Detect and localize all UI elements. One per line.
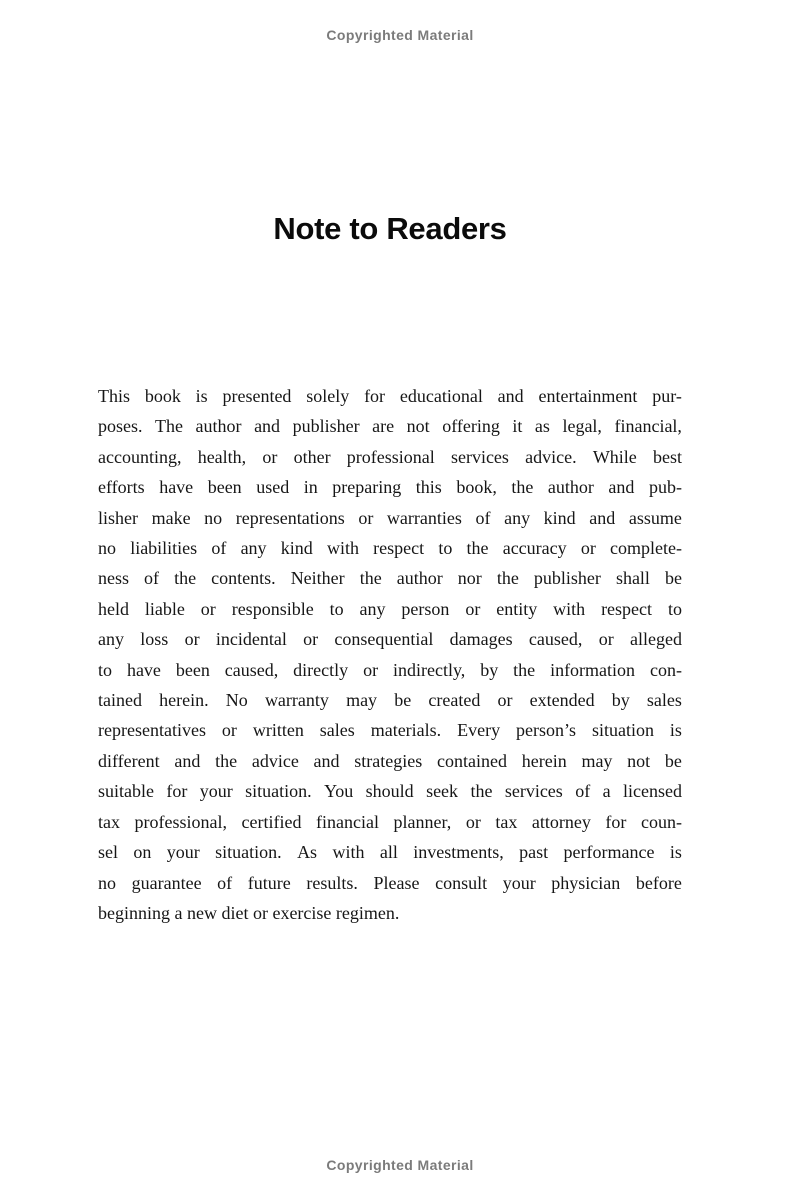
body-line: no liabilities of any kind with respect to the accuracy or complete- [98,538,682,559]
body-line: representatives or written sales materials. Every person’s situation is [98,720,682,741]
body-line: different and the advice and strategies contained herein may not be [98,750,682,771]
body-line: tax professional, certified financial planner, or tax attorney for coun- [98,811,682,832]
body-line: no guarantee of future results. Please consult your physician before [98,872,682,893]
body-line: any loss or incidental or consequential damages caused, or alleged [98,629,682,650]
body-line: accounting, health, or other professional services advice. While best [98,446,682,467]
body-line: held liable or responsible to any person or entity with respect to [98,598,682,619]
body-line: to have been caused, directly or indirectly, by the information con- [98,659,682,680]
body-line: This book is presented solely for educational and entertainment pur- [98,386,682,406]
body-line: beginning a new diet or exercise regimen. [98,902,400,923]
copyright-notice-bottom: Copyrighted Material [326,1157,474,1173]
copyright-notice-top: Copyrighted Material [326,27,474,43]
body-line: ness of the contents. Neither the author nor the publisher shall be [98,568,682,589]
body-line: sel on your situation. As with all investments, past performance is [98,842,682,863]
body-line: suitable for your situation. You should seek the services of a licensed [98,781,682,802]
page-title: Note to Readers [273,211,507,246]
body-line: poses. The author and publisher are not offering it as legal, financial, [98,416,682,437]
body-line: lisher make no representations or warranties of any kind and assume [98,507,682,528]
body-line: efforts have been used in preparing this book, the author and pub- [98,477,682,498]
body-line: tained herein. No warranty may be created or extended by sales [98,690,682,711]
body-text [98,381,682,928]
